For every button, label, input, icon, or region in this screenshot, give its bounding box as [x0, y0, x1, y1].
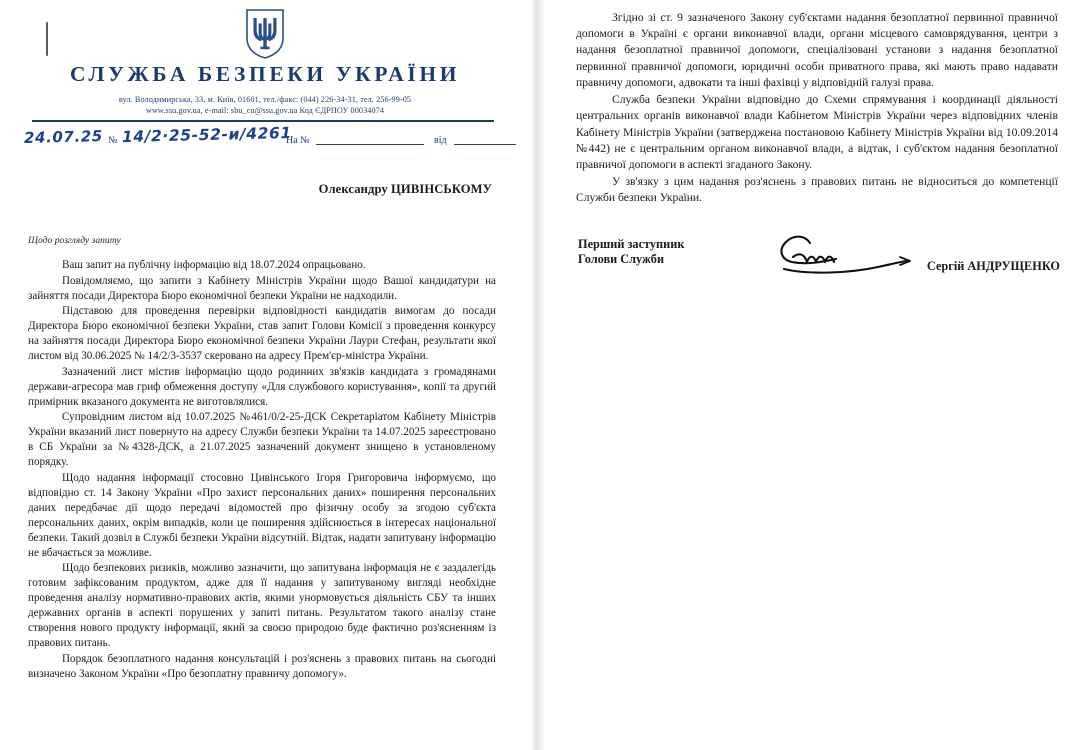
letterhead-divider — [32, 120, 494, 122]
body-paragraph: Супровідним листом від 10.07.2025 №461/0/2-25-ДСК Секретаріатом Кабінету Міністрів України вказаний лист повернуто на адресу Служби безпеки України та 14.07.2025 зареєстровано в СБ України за №4328-ДСК, а 21.07.2025 зазначений документ знищено в установленому порядку. — [28, 411, 496, 469]
signature-block — [578, 237, 1060, 293]
document-page-2 — [546, 0, 1086, 750]
organization-title: СЛУЖБА БЕЗПЕКИ УКРАЇНИ — [69, 62, 461, 86]
number-label: № — [108, 135, 118, 147]
body-paragraph: Щодо надання інформації стосовно Цивінського Ігоря Григоровича інформуємо, що відповідно ст. 14 Закону України «Про захист персональних даних» поширення персональних даних передбачає дії щодо передачі відомостей про фізичну особу за згодою суб'єкта персональних даних, окрім випадків, коли це поширення здійснюється в інтересах національної безпеки. Такий дозвіл в Службі безпеки України відсутній. Відтак, надати запитувану інформацію не вбачається за можливе. — [28, 471, 496, 559]
letter-body-page-2 — [576, 10, 1058, 207]
contact-details — [0, 94, 530, 116]
web-email-line: www.ssu.gov.ua, e-mail: sbu_cu@ssu.gov.ua Код ЄДРПОУ 00034074 — [145, 106, 385, 116]
signatory-name: Сергій АНДРУЩЕНКО — [926, 258, 1060, 273]
subject-line: Щодо розгляду запиту — [28, 235, 121, 247]
body-paragraph: Підставою для проведення перевірки відповідності кандидатів вимогам до посади Директора Бюро економічної безпеки України, став запит Голови Комісії з проведення конкурсу на зайняття посади Директора Бюро економічної безпеки України Лаури Стефан, результати якої листом від 30.06.2025 № 14/2/3-3537 скеровано на адресу Прем'єр-міністра України. — [28, 305, 496, 363]
page-gutter — [530, 0, 546, 750]
signatory-title-line-1: Перший заступник — [578, 236, 685, 251]
incoming-number-label: На № — [286, 135, 310, 147]
letter-body-page-1 — [28, 258, 496, 682]
body-paragraph: Щодо безпекових ризиків, можливо зазначити, що запитувана інформація не є заздалегідь готовим зафіксованим продуктом, адже для її надання у запитуваному вигляді необхідне проведення аналізу нормативно-правових актів, якими унормовується діяльність СБУ та інших державних органів в аспекті порушених у запиті питань. Результатом такого аналізу стане створення нового продукту інформації, який за своєю природою буде фактично роз'ясненням із правових питань. — [28, 562, 496, 650]
body-paragraph: Служба безпеки України відповідно до Схеми спрямування і координації діяльності центральних органів виконавчої влади Кабінетом Міністрів України через відповідних членів Кабінету Міністрів України (затверджена постановою Кабінету Міністрів України від 10.09.2014 №442) не є центральним органом виконавчої влади, а відтак, і суб'єктом надання безоплатної правничої допомоги в аспекті згаданого Закону. — [576, 93, 1058, 171]
reference-row — [24, 124, 494, 152]
signatory-title-line-2: Голови Служби — [578, 252, 665, 267]
body-paragraph: Порядок безоплатного надання консультацій і роз'яснень з правових питань на сьогодні визначено Законом України «Про безоплатну правничу допомогу». — [28, 652, 496, 680]
incoming-date-blank — [454, 144, 516, 145]
body-paragraph: Зазначений лист містив інформацію щодо родинних зв'язків кандидата з громадянами держави-агресора мав гриф обмеження доступу «Для службового користування», копії та другий примірник вказаного документа не виготовлялися. — [28, 365, 496, 408]
document-page-1 — [0, 0, 530, 750]
incoming-date-label: від — [434, 135, 447, 147]
outgoing-date-handwritten: 24.07.25 — [23, 127, 104, 148]
ukraine-trident-emblem — [244, 8, 286, 60]
body-paragraph: Згідно зі ст. 9 зазначеного Закону суб'єктами надання безоплатної первинної правничої допомоги в Україні є органи виконавчої влади, органи місцевого самоврядування, центри з надання безоплатної правничої допомоги, спеціалізовані установи з надання безоплатної первинної правничої допомоги, юридичні особи приватного права, які мають право надавати правничу допомоги, адвокати та інші фахівці у відповідній галузі права. — [576, 11, 1058, 89]
incoming-number-blank — [316, 144, 424, 145]
letterhead — [0, 0, 530, 116]
outgoing-number-handwritten: 14/2·25-52-и/4261 — [121, 124, 292, 147]
body-paragraph: Ваш запит на публічну інформацію від 18.07.2024 опрацьовано. — [62, 259, 366, 272]
body-paragraph: У зв'язку з цим надання роз'яснень з правових питань не відноситься до компетенції Служби безпеки України. — [576, 175, 1058, 205]
body-paragraph: Повідомляємо, що запити з Кабінету Міністрів України щодо Вашої кандидатури на зайняття посади Директора Бюро економічної безпеки України не надходили. — [28, 274, 496, 302]
address-line: вул. Володимирська, 33, м. Київ, 01601, тел./факс: (044) 226-34-31, тел. 256-99-05 — [118, 95, 412, 104]
addressee: Олександру ЦИВІНСЬКОМУ — [318, 182, 492, 197]
binding-mark — [46, 22, 48, 56]
signatory-title — [578, 237, 684, 268]
